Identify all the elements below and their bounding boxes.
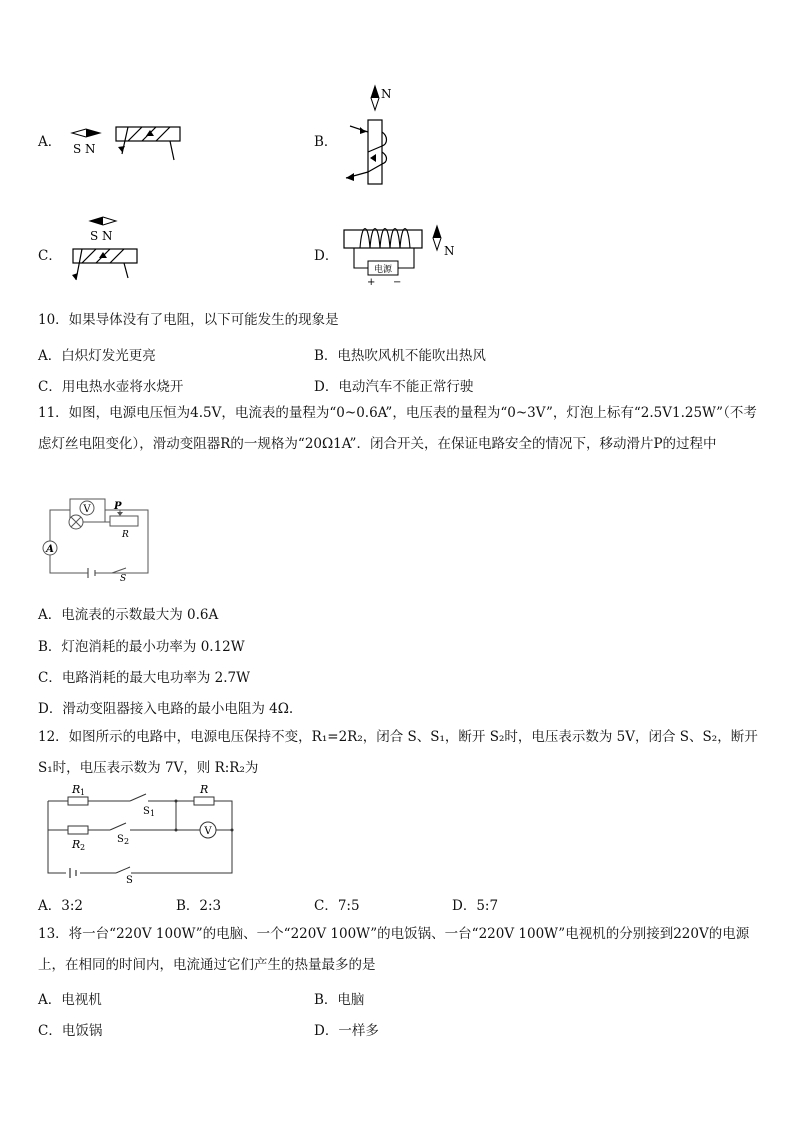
q13-option-c: C．电饭锅 [38, 1023, 103, 1039]
q11-option-b: B．灯泡消耗的最小功率为 0.12W [38, 639, 245, 655]
magnet-label-d: N [444, 244, 455, 258]
magnet-label-c: S N [90, 229, 113, 243]
q10-option-b: B．电热吹风机不能吹出热风 [314, 348, 486, 364]
s2-label: S [117, 834, 124, 845]
magnet-label-a: S N [73, 142, 96, 156]
power-supply-label: 电源 [373, 265, 393, 275]
magnet-diagram-c [70, 214, 150, 284]
q13-option-d: D．一样多 [314, 1023, 379, 1039]
r2-label: R [72, 838, 81, 851]
option-b-letter: B． [314, 134, 338, 150]
q13-option-b: B．电脑 [314, 992, 365, 1008]
option-a-letter: A． [38, 134, 62, 150]
voltmeter-label: V [83, 504, 91, 515]
q12-voltmeter-label: V [204, 826, 212, 837]
q12-option-a: A．3:2 [38, 898, 83, 914]
resistor-label: R [122, 530, 129, 540]
ammeter-label: A [46, 544, 54, 555]
q10-option-a: A．白炽灯发光更亮 [38, 348, 156, 364]
question-11-stem: 11．如图，电源电压恒为4.5V，电流表的量程为“0~0.6A”，电压表的量程为“0~3V”，灯泡上标有“2.5V1.25W”（不考虑灯丝电阻变化），滑动变阻器R的一规格为“20Ω1A”．闭合开关，在保证电路安全的情况下，移动滑片P的过程中 [38, 405, 757, 452]
q11-option-c: C．电路消耗的最大电功率为 2.7W [38, 670, 250, 686]
r1-label: R [72, 783, 81, 796]
q12-option-b: B．2:3 [176, 898, 222, 914]
question-12-stem: 12．如图所示的电路中，电源电压保持不变，R₁=2R₂，闭合 S、S₁，断开 S₂时，电压表示数为 5V，闭合 S、S₂，断开 S₁时，电压表示数为 7V，则 R:R₂为 [38, 729, 758, 776]
magnet-label-b: N [381, 87, 392, 101]
s1-subscript: 1 [150, 809, 156, 818]
minus-sign: − [393, 277, 402, 288]
q11-circuit-diagram [40, 497, 160, 582]
magnet-diagram-b [340, 86, 410, 186]
r2-subscript: 2 [80, 843, 86, 852]
q10-option-d: D．电动汽车不能正常行驶 [314, 379, 474, 395]
q11-option-d: D．滑动变阻器接入电路的最小电阻为 4Ω. [38, 701, 294, 717]
q10-option-c: C．用电热水壶将水烧开 [38, 379, 184, 395]
q13-option-a: A．电视机 [38, 992, 102, 1008]
switch-label: S [120, 574, 127, 584]
q12-option-d: D．5:7 [452, 898, 499, 914]
r1-subscript: 1 [80, 788, 86, 797]
question-10-stem: 10．如果导体没有了电阻，以下可能发生的现象是 [38, 312, 339, 328]
q12-option-c: C．7:5 [314, 898, 360, 914]
s2-subscript: 2 [124, 837, 130, 846]
plus-sign: + [367, 277, 376, 288]
s-label: S [126, 875, 133, 886]
magnet-diagram-d [340, 222, 470, 292]
q12-circuit-diagram [46, 784, 241, 884]
option-d-letter: D． [314, 248, 339, 264]
r-label: R [200, 783, 209, 796]
s1-label: S [143, 806, 150, 817]
question-13-stem: 13．将一台“220V 100W”的电脑、一个“220V 100W”的电饭锅、一台“220V 100W”电视机的分别接到220V的电源上，在相同的时间内，电流通过它们产生的热量最多的是 [38, 926, 750, 973]
slider-label: P [114, 501, 122, 512]
option-c-letter: C． [38, 248, 62, 264]
magnet-diagram-a [70, 122, 190, 167]
q11-option-a: A．电流表的示数最大为 0.6A [38, 607, 219, 623]
